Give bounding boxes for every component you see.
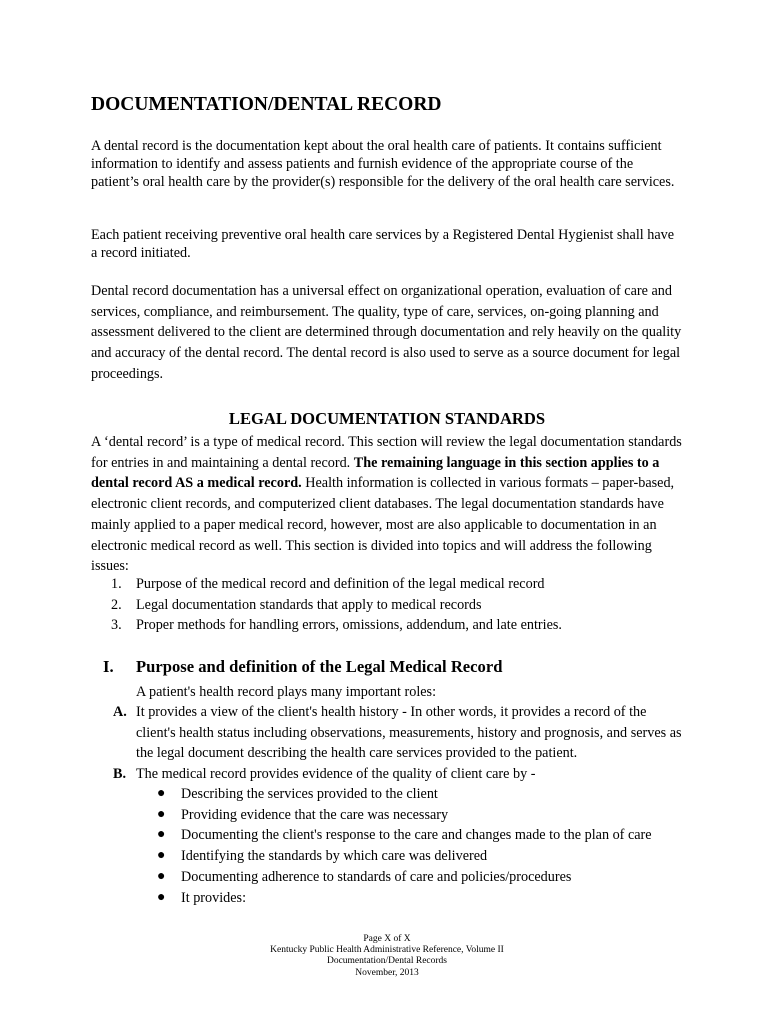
issues-list (91, 574, 562, 636)
intro-paragraph-1: A dental record is the documentation kept about the oral health care of patients. It contains sufficient information to identify and assess patients and furnish evidence of the appropriate course of the patient’s oral health care by the provider(s) responsible for the delivery of the oral health care services. (91, 138, 675, 190)
bullet-dot-icon: ● (157, 889, 166, 905)
footer-line-2: Documentation/Dental Records (326, 956, 448, 967)
bullet-item (91, 784, 683, 805)
bullet-text: Describing the services provided to the client (181, 786, 438, 802)
list-text: Purpose of the medical record and definition of the legal medical record (136, 576, 545, 592)
legal-standards-paragraph (91, 432, 683, 577)
section-title: Purpose and definition of the Legal Medical Record (136, 657, 503, 676)
bullet-dot-icon: ● (157, 868, 166, 884)
list-text: Proper methods for handling errors, omissions, addendum, and late entries. (136, 617, 562, 634)
item-b (91, 764, 683, 785)
bullet-text: It provides: (181, 889, 247, 906)
list-number: 1. (111, 576, 122, 592)
bullet-item (91, 805, 683, 826)
item-letter: B. (113, 766, 127, 782)
intro-paragraph-2: Each patient receiving preventive oral health care services by a Registered Dental Hygienist shall have a record initiated. (91, 227, 675, 261)
document-title: DOCUMENTATION/DENTAL RECORD (91, 94, 442, 115)
legal-text-bold: The remaining language in this section applies to a dental record AS a medical record. (91, 454, 660, 492)
issues-list-item (91, 574, 562, 595)
item-letter: A. (113, 704, 127, 720)
footer-line-3: November, 2013 (355, 967, 419, 978)
footer-page-number: Page X of X (363, 934, 411, 944)
item-text: The medical record provides evidence of the quality of client care by - (136, 766, 536, 782)
bullet-text: Documenting the client's response to the care and changes made to the plan of care (181, 827, 652, 844)
legal-text-b: Health information is collected in various formats – paper-based, electronic client records, and computerized client databases. The legal documentation standards have mainly applied to a paper medical record, however, most are also applicable to documentation in an electronic medical record as well. This section is divided into topics and will address the following issues: (91, 475, 675, 575)
issues-list-item (91, 615, 562, 636)
footer-line-1: Kentucky Public Health Administrative Reference, Volume II (270, 945, 504, 956)
bullet-item (91, 846, 683, 867)
legal-standards-heading: LEGAL DOCUMENTATION STANDARDS (228, 409, 546, 428)
list-number: 3. (111, 617, 122, 634)
list-text: Legal documentation standards that apply to medical records (136, 596, 482, 613)
item-text: It provides a view of the client's health history - In other words, it provides a record of the client's health status including observations, measurements, history and prognosis, and serves as the legal document describing the health care services provided to the patient. (136, 704, 682, 762)
section-numeral: I. (103, 657, 114, 676)
bullet-text: Documenting adherence to standards of care and policies/procedures (181, 868, 572, 885)
bullet-dot-icon: ● (157, 786, 166, 801)
legal-text-a: A ‘dental record’ is a type of medical record. This section will review the legal documentation standards for entries in and maintaining a dental record. (91, 434, 682, 471)
list-number: 2. (111, 596, 122, 613)
quality-evidence-list (91, 784, 683, 908)
bullet-item (91, 867, 683, 888)
bullet-dot-icon: ● (157, 848, 166, 864)
page-footer (91, 934, 683, 979)
bullet-text: Identifying the standards by which care was delivered (181, 848, 488, 865)
bullet-dot-icon: ● (157, 827, 166, 843)
bullet-item (91, 888, 683, 909)
intro-paragraph-3: Dental record documentation has a universal effect on organizational operation, evaluation of care and services, compliance, and reimbursement. The quality, type of care, services, on-going planning and assessment delivered to the client are determined through documentation and rely heavily on the quality and accuracy of the dental record. The dental record is also used to serve as a source document for legal proceedings. (91, 283, 682, 382)
bullet-dot-icon: ● (157, 806, 166, 822)
item-a (91, 702, 683, 764)
section-one-intro: A patient's health record plays many important roles: (136, 684, 437, 700)
bullet-item (91, 825, 683, 846)
issues-list-item (91, 595, 562, 616)
bullet-text: Providing evidence that the care was necessary (181, 806, 449, 823)
